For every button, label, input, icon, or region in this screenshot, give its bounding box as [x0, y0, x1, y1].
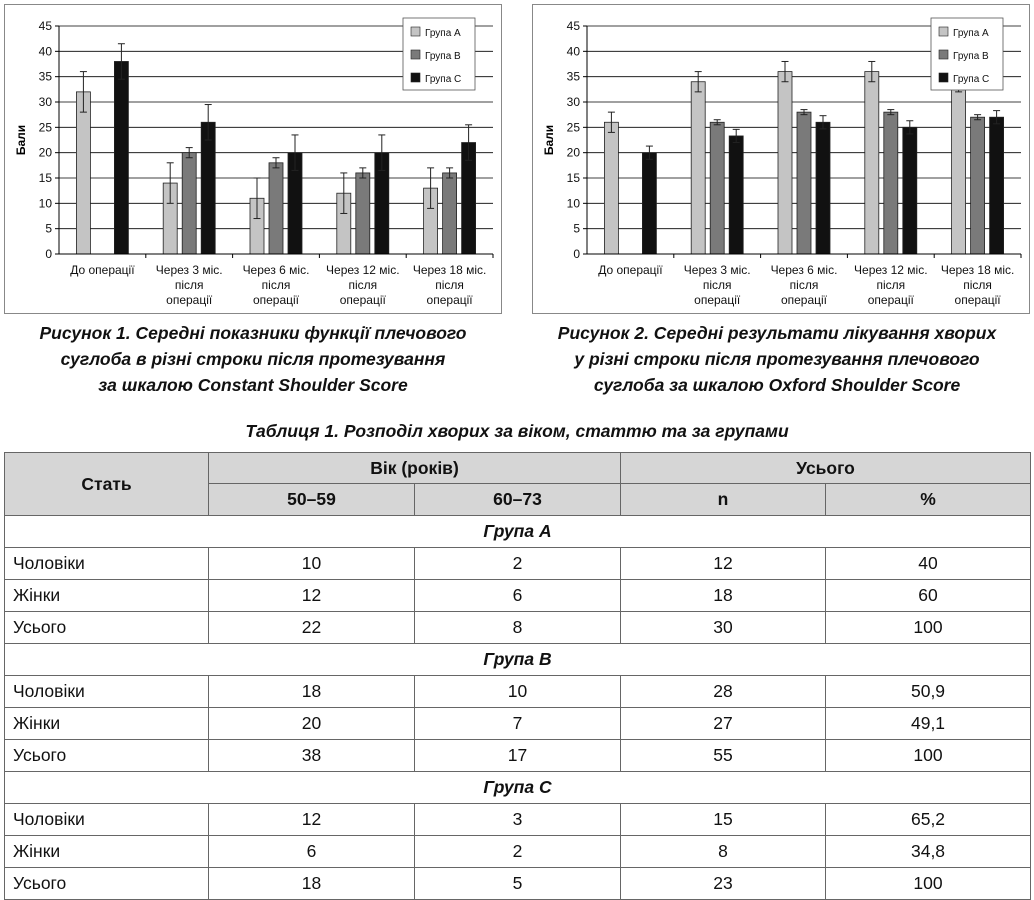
- x-tick-label: До операції: [598, 263, 663, 277]
- cell-b: 7: [415, 708, 621, 740]
- header-percent: %: [826, 484, 1031, 516]
- legend-label: Група В: [953, 51, 989, 62]
- cell-pct: 40: [826, 548, 1031, 580]
- header-n: n: [621, 484, 826, 516]
- cell-n: 8: [621, 836, 826, 868]
- cell-pct: 100: [826, 868, 1031, 900]
- legend-label: Група С: [425, 74, 462, 85]
- legend-swatch: [939, 73, 948, 82]
- header-age-50-59: 50–59: [209, 484, 415, 516]
- cell-b: 8: [415, 612, 621, 644]
- group-name: Група В: [5, 644, 1031, 676]
- cell-b: 3: [415, 804, 621, 836]
- bar: [952, 82, 966, 254]
- cell-n: 27: [621, 708, 826, 740]
- bar: [990, 117, 1004, 254]
- header-sex: Стать: [5, 453, 209, 516]
- table-row: [5, 836, 1031, 868]
- x-tick-label: операції: [867, 293, 914, 307]
- figure-1-caption-line: суглоба в різні строки після протезування: [60, 349, 446, 369]
- x-tick-label: після: [789, 278, 819, 292]
- age-sex-distribution-table: [4, 452, 1031, 900]
- legend-label: Група В: [425, 51, 461, 62]
- table-row: [5, 804, 1031, 836]
- cell-b: 6: [415, 580, 621, 612]
- bar: [710, 122, 724, 254]
- group-row: [5, 772, 1031, 804]
- cell-n: 28: [621, 676, 826, 708]
- y-axis-label: Бали: [542, 124, 556, 156]
- legend-swatch: [411, 27, 420, 36]
- x-tick-label: Через 12 міс.: [326, 263, 400, 277]
- table-row: [5, 676, 1031, 708]
- header-age-60-73: 60–73: [415, 484, 621, 516]
- group-name: Група А: [5, 516, 1031, 548]
- bar: [269, 163, 283, 254]
- y-tick-label: 40: [38, 44, 52, 59]
- y-tick-label: 20: [38, 145, 52, 160]
- x-tick-label: Через 18 міс.: [940, 263, 1015, 277]
- cell-label: Чоловіки: [5, 804, 209, 836]
- x-tick-label: операції: [780, 293, 828, 307]
- table-row: [5, 548, 1031, 580]
- x-tick-label: після: [348, 278, 378, 292]
- table-row: [5, 740, 1031, 772]
- chart-oxford-score: [532, 4, 1030, 314]
- x-tick-label: Через 12 міс.: [854, 263, 928, 277]
- cell-label: Чоловіки: [5, 676, 209, 708]
- cell-a: 10: [209, 548, 415, 580]
- header-age: Вік (років): [209, 453, 621, 484]
- y-tick-label: 30: [38, 95, 52, 109]
- legend-label: Група А: [425, 28, 461, 39]
- x-tick-label: До операції: [70, 263, 135, 277]
- bar: [778, 72, 792, 254]
- figure-1-caption-line: Рисунок 1. Середні показники функції плечового: [39, 323, 467, 343]
- x-tick-label: після: [963, 278, 992, 292]
- x-tick-label: після: [174, 278, 204, 292]
- figure-2-caption-line: Рисунок 2. Середні результати лікування хворих: [557, 323, 997, 343]
- legend-label: Група С: [953, 74, 990, 85]
- cell-b: 5: [415, 868, 621, 900]
- cell-n: 18: [621, 580, 826, 612]
- x-tick-label: операції: [694, 293, 741, 307]
- cell-pct: 34,8: [826, 836, 1031, 868]
- x-tick-label: Через 3 міс.: [683, 263, 751, 277]
- x-tick-label: операції: [339, 293, 386, 307]
- cell-label: Усього: [5, 868, 209, 900]
- bar: [691, 82, 705, 254]
- figure-2-caption-line: у різні строки після протезування плечового: [574, 349, 980, 369]
- cell-b: 17: [415, 740, 621, 772]
- cell-a: 22: [209, 612, 415, 644]
- y-tick-label: 5: [573, 221, 580, 236]
- legend: [931, 18, 1003, 90]
- cell-pct: 49,1: [826, 708, 1031, 740]
- bar: [76, 92, 90, 254]
- cell-label: Жінки: [5, 836, 209, 868]
- cell-a: 12: [209, 804, 415, 836]
- cell-pct: 50,9: [826, 676, 1031, 708]
- cell-a: 18: [209, 868, 415, 900]
- y-tick-label: 25: [38, 120, 52, 135]
- y-tick-label: 30: [566, 95, 580, 109]
- cell-b: 2: [415, 548, 621, 580]
- cell-a: 12: [209, 580, 415, 612]
- legend-swatch: [939, 27, 948, 36]
- figure-1-caption-line: за шкалою Constant Shoulder Score: [98, 375, 408, 395]
- group-row: [5, 644, 1031, 676]
- bar: [884, 112, 898, 254]
- bar: [797, 112, 811, 254]
- cell-n: 55: [621, 740, 826, 772]
- chart-constant-score-svg: [5, 5, 501, 313]
- y-tick-label: 15: [38, 171, 52, 185]
- x-tick-label: Через 6 міс.: [770, 263, 838, 277]
- bar: [642, 153, 656, 254]
- x-tick-label: Через 6 міс.: [242, 263, 310, 277]
- cell-pct: 65,2: [826, 804, 1031, 836]
- table-row: [5, 612, 1031, 644]
- group-row: [5, 516, 1031, 548]
- cell-a: 18: [209, 676, 415, 708]
- y-tick-label: 0: [45, 247, 52, 261]
- legend-swatch: [411, 50, 420, 59]
- y-tick-label: 10: [38, 196, 52, 211]
- cell-pct: 60: [826, 580, 1031, 612]
- cell-label: Жінки: [5, 580, 209, 612]
- y-tick-label: 20: [566, 145, 580, 160]
- x-tick-label: після: [876, 278, 906, 292]
- cell-label: Усього: [5, 740, 209, 772]
- x-tick-label: операції: [954, 293, 1001, 307]
- cell-pct: 100: [826, 740, 1031, 772]
- figure-2-caption: [520, 320, 1034, 398]
- legend-swatch: [939, 50, 948, 59]
- bar: [865, 72, 879, 254]
- y-tick-label: 0: [573, 247, 580, 261]
- cell-label: Усього: [5, 612, 209, 644]
- bar: [604, 122, 618, 254]
- table-row: [5, 708, 1031, 740]
- cell-pct: 100: [826, 612, 1031, 644]
- y-tick-label: 15: [566, 171, 580, 185]
- y-tick-label: 45: [566, 19, 580, 33]
- group-name: Група С: [5, 772, 1031, 804]
- x-tick-label: операції: [166, 293, 213, 307]
- cell-n: 15: [621, 804, 826, 836]
- y-tick-label: 40: [566, 44, 580, 59]
- chart-oxford-score-svg: [533, 5, 1029, 313]
- x-tick-label: операції: [252, 293, 300, 307]
- header-total: Усього: [621, 453, 1031, 484]
- chart-constant-score: [4, 4, 502, 314]
- x-tick-label: операції: [426, 293, 473, 307]
- bar: [903, 127, 917, 254]
- cell-n: 23: [621, 868, 826, 900]
- x-tick-label: після: [435, 278, 464, 292]
- y-tick-label: 35: [38, 69, 52, 84]
- legend-swatch: [411, 73, 420, 82]
- bar: [971, 117, 985, 254]
- y-tick-label: 25: [566, 120, 580, 135]
- bar: [816, 122, 830, 254]
- table-row: [5, 580, 1031, 612]
- legend-label: Група А: [953, 28, 989, 39]
- y-axis-label: Бали: [14, 124, 28, 156]
- cell-a: 38: [209, 740, 415, 772]
- cell-b: 2: [415, 836, 621, 868]
- bar: [114, 61, 128, 254]
- cell-label: Чоловіки: [5, 548, 209, 580]
- x-tick-label: Через 3 міс.: [155, 263, 223, 277]
- y-tick-label: 10: [566, 196, 580, 211]
- table-body: [5, 516, 1031, 900]
- bar: [201, 122, 215, 254]
- bar: [443, 173, 457, 254]
- cell-n: 12: [621, 548, 826, 580]
- x-tick-label: Через 18 міс.: [412, 263, 487, 277]
- y-tick-label: 5: [45, 221, 52, 236]
- bar: [356, 173, 370, 254]
- y-tick-label: 45: [38, 19, 52, 33]
- x-tick-label: після: [702, 278, 732, 292]
- y-tick-label: 35: [566, 69, 580, 84]
- figure-1-caption: [0, 320, 506, 398]
- cell-a: 6: [209, 836, 415, 868]
- bar: [729, 136, 743, 254]
- legend: [403, 18, 475, 90]
- table-row: [5, 868, 1031, 900]
- table-title: Таблиця 1. Розподіл хворих за віком, статтю та за групами: [245, 421, 789, 441]
- cell-a: 20: [209, 708, 415, 740]
- cell-n: 30: [621, 612, 826, 644]
- cell-label: Жінки: [5, 708, 209, 740]
- cell-b: 10: [415, 676, 621, 708]
- bar: [182, 153, 196, 254]
- x-tick-label: після: [261, 278, 291, 292]
- figure-2-caption-line: суглоба за шкалою Oxford Shoulder Score: [593, 375, 961, 395]
